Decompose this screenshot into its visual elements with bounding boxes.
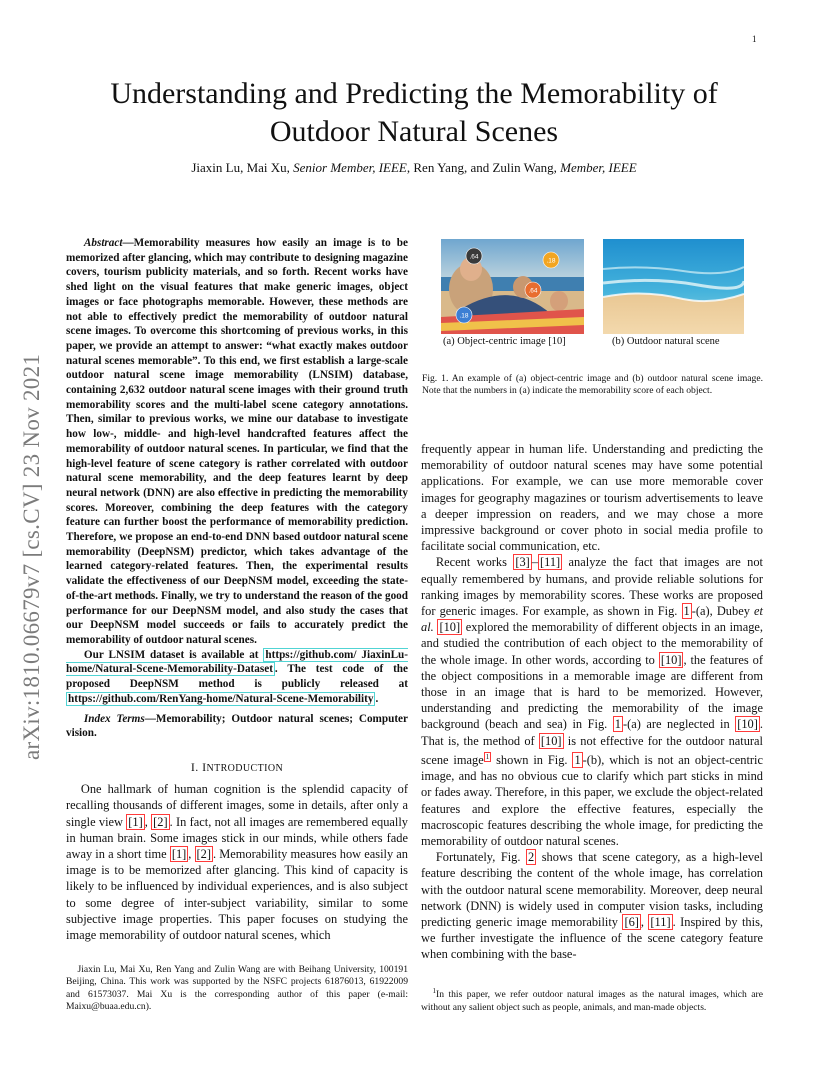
right-paragraph-3 <box>421 849 763 962</box>
memorability-badge: .18 <box>459 312 469 320</box>
paper-title <box>40 75 788 151</box>
author-names-1: Jiaxin Lu, Mai Xu, <box>191 160 294 175</box>
citation-link[interactable]: [2] <box>153 814 168 829</box>
arxiv-id: arXiv:1810.06679v7 [cs.CV] 23 Nov 2021 <box>19 353 44 760</box>
intro-text-1: One hallmark of human cognition is the splendid capacity of recalling thousands of different images, some in details, after only a single view <box>66 782 408 829</box>
title-line-1: Understanding and Predicting the Memorability of <box>110 77 718 110</box>
text-span: shows that scene category, as a high-level feature describing the content of the whole image, has correlation with the outdoor natural scene memorability. Moreover, deep neural network (DNN) is widely used in computer vision tasks, including predicting generic image memorability <box>421 850 763 930</box>
citation-link[interactable]: [11] <box>650 915 671 930</box>
author-line <box>40 160 788 176</box>
citation-link[interactable]: [1] <box>128 814 143 829</box>
text-span: Fortunately, Fig. <box>435 850 526 865</box>
code-link[interactable]: https://github.com/RenYang-home/Natural-Scene-Memorability <box>68 692 374 705</box>
index-terms <box>66 712 408 741</box>
abstract-paragraph-2 <box>66 648 408 707</box>
left-column <box>66 236 408 943</box>
footnote-text: In this paper, we refer outdoor natural images as the natural images, which are without any salient object such as people, animals, and man-made objects. <box>421 989 763 1013</box>
citation-link[interactable]: [2] <box>196 846 211 861</box>
text-span: -(b), which is not an object-centric image, and has no obvious cue to clarify which part sticks in mind or fades away. Therefore, in this paper, we exclude the object-related features and explore the effective features, especially the macroscopic features describing the whole image, for predicting the memorability of outdoor natural scenes. <box>421 752 764 848</box>
author-role-2: Member, IEEE <box>560 160 637 175</box>
abstract <box>66 236 408 741</box>
affiliation-footnote: Jiaxin Lu, Mai Xu, Ren Yang and Zulin Wang are with Beihang University, 100191 Beijing, China. This work was supported by the NSFC projects 61876013, 61922009 and 61573037. Mai Xu is the corresponding author of this paper (e-mail: Maixu@buaa.edu.cn). <box>66 964 408 1013</box>
text-span: shown in Fig. <box>491 752 573 767</box>
memorability-badge: .64 <box>469 253 479 261</box>
abstract-dataset-text: Our LNSIM dataset is available at <box>83 648 264 661</box>
natural-scene-photo <box>603 239 744 334</box>
text-span: is not effective for the outdoor natural scene image <box>421 733 763 767</box>
text-span: Recent works <box>435 555 514 570</box>
section-initial: I <box>202 759 207 774</box>
footnote-mark: 1 <box>432 987 437 995</box>
citation-link[interactable]: [10] <box>540 733 562 748</box>
text-span: . Inspired by this, we further investigate the influence of the scene category feature when combining with the base- <box>421 915 763 962</box>
intro-text-3: . In fact, not all images are remembered equally in human brain. Some images stick in our minds, while others fade away in a short time <box>66 814 408 861</box>
introduction-text <box>66 781 408 943</box>
citation-link[interactable]: [11] <box>539 555 561 570</box>
text-span: -(a), Dubey <box>691 604 755 619</box>
figure-link[interactable]: 1 <box>614 717 621 732</box>
citation-link[interactable]: [3] <box>515 555 530 570</box>
citation-link[interactable]: [6] <box>624 915 639 930</box>
intro-text-2: , <box>144 814 152 829</box>
page-number: 1 <box>752 34 757 44</box>
citation-link[interactable]: [10] <box>660 652 682 667</box>
text-span: – <box>531 555 538 570</box>
memorability-badge: .64 <box>528 287 538 295</box>
abstract-end: . <box>375 692 379 705</box>
object-centric-photo <box>441 239 584 334</box>
subcaption-a: (a) Object-centric image [10] <box>443 336 566 347</box>
text-span: et al. <box>421 604 763 635</box>
subcaption-b: (b) Outdoor natural scene <box>612 336 720 347</box>
text-span: explored the memorability of different objects in an image, and studied the contribution of each object to the memorability of the whole image. In other words, according to <box>421 620 763 667</box>
right-column <box>421 441 763 963</box>
scene-definition-footnote <box>421 985 763 1014</box>
abstract-label: Abstract <box>83 237 123 249</box>
text-span: , <box>640 915 649 930</box>
citation-link[interactable]: [10] <box>737 717 758 732</box>
figure-1b-image <box>603 239 744 334</box>
footnote-link[interactable]: 1 <box>485 752 490 761</box>
abstract-code-text: . The test code of the proposed DeepNSM method is publicly released at <box>66 663 408 691</box>
figure-link[interactable]: 1 <box>574 752 581 767</box>
intro-text-4: , <box>188 846 195 861</box>
abstract-paragraph-1 <box>66 236 408 648</box>
text-span: analyze the fact that images are not equally remembered by humans, and provide reliable solutions for ranking images by memorability scores. These works are proposed for generic images. For example, as shown in Fig. <box>421 555 763 619</box>
intro-text-5: . Memorability measures how easily an image is to be memorized after glancing. This kind of capacity is likely to be influenced by individual experiences, and is also subject to some degree of inter-subject variability, similar to some subjective image properties. This paper focuses on studying the image memorability of outdoor natural scenes, which <box>66 846 408 942</box>
right-paragraph-1: frequently appear in human life. Understanding and predicting the memorability of outdoor natural scenes may have some potential applications. For example, we can use more memorable cover images for geography magazines or tourism advertisements to leave a deeper impression on readers, and we may chose a more impressive background or cover photo in social media profile to facilitate social communication, etc. <box>421 442 763 554</box>
figure-link[interactable]: 2 <box>527 850 535 865</box>
figure-1a-image <box>441 239 584 334</box>
citation-link[interactable]: [1] <box>171 846 187 861</box>
author-role-1: Senior Member, IEEE <box>293 160 407 175</box>
author-names-2: , Ren Yang, and Zulin Wang, <box>406 160 561 175</box>
abstract-text: —Memorability measures how easily an image is to be memorized after glancing, which may contribute to designing magazine covers, tourism publicity materials, and so forth. Recent works have shed light on the visual features that make generic images, object images or face photographs memorable. However, these methods are not able to effectively predict the memorability of outdoor natural scene images. To overcome this shortcoming of previous works, in this paper, we provide an attempt to answer: “what exactly makes outdoor natural scenes memorable”. To this end, we first establish a large-scale outdoor natural scene image memorability (LNSIM) database, containing 2,632 outdoor natural scene images with their ground truth memorability scores and the multi-label scene category annotations. Then, similar to previous works, we mine our database to investigate how low-, middle- and high-level handcrafted features affect the memorability of outdoor natural scenes. In particular, we find that the high-level feature of scene category is rather correlated with outdoor natural scene memorability, and the deep features learnt by deep neural network (DNN) are also effective in predicting the memorability scores. Moreover, combining the deep features with the category feature can further boost the performance of memorability prediction. Therefore, we propose an end-to-end DNN based outdoor natural scene memorability (DeepNSM) predictor, which takes advantage of the learned category-related features. Then, the experimental results validate the effectiveness of our DeepNSM model, exceeding the state-of-the-art methods. Finally, we try to understand the reason of the good performance for our DeepNSM model, and also study the cases that our DeepNSM model succeeds or fails to accurately predict the memorability of outdoor natural scenes. <box>66 237 408 646</box>
figure-link[interactable]: 1 <box>683 604 690 619</box>
index-terms-label: Index Terms <box>83 712 145 725</box>
dataset-link-part-2: JiaxinLu-home/Natural-Scene-Memorability-Dataset <box>66 648 409 676</box>
section-rest: NTRODUCTION <box>206 762 284 774</box>
text-span: . That is, the method of <box>421 717 763 748</box>
intro-paragraph-1 <box>66 781 408 943</box>
figure-1-caption: Fig. 1. An example of (a) object-centric image and (b) outdoor natural scene image. Note that the numbers in (a) indicate the memorability score of each object. <box>422 373 763 397</box>
text-span: -(a) are neglected in <box>623 717 736 732</box>
citation-link[interactable]: [10] <box>439 620 461 635</box>
memorability-badge: .18 <box>546 257 556 265</box>
text-span: , the features of the object compositions in a memorable image are different from those in an image that is hard to be memorized. However, understanding and predicting the memorability of the image background (beach and sea) in Fig. <box>421 652 763 732</box>
index-terms-text: —Memorability; Outdoor natural scenes; Computer vision. <box>66 712 408 740</box>
right-paragraph-2 <box>421 554 763 849</box>
section-number: I. <box>190 759 203 774</box>
dataset-link-part-1: https://github.com/ <box>265 648 357 661</box>
section-heading-introduction <box>66 759 408 777</box>
title-line-2: Outdoor Natural Scenes <box>269 115 559 148</box>
